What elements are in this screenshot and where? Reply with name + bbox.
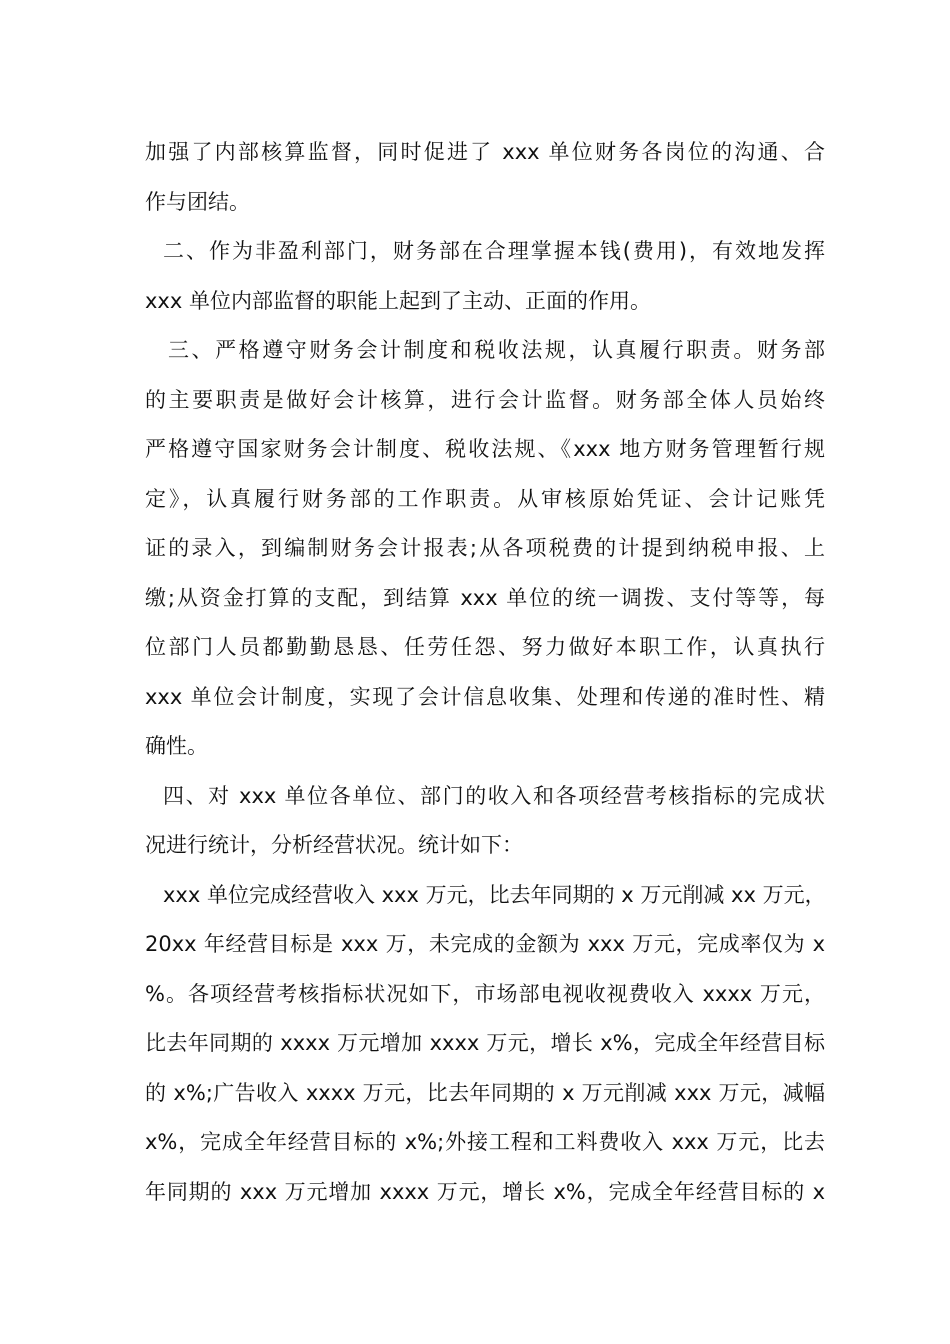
text-line-15: 况进行统计，分析经营状况。统计如下：: [145, 833, 523, 857]
text-line-3: 二、作为非盈利部门，财务部在合理掌握本钱(费用)，有效地发挥: [163, 239, 825, 263]
text-line-6: 的主要职责是做好会计核算，进行会计监督。财务部全体人员始终: [145, 388, 825, 412]
text-line-7: 严格遵守国家财务会计制度、税收法规、《xxx 地方财务管理暂行规: [145, 437, 825, 461]
text-line-14: 四、对 xxx 单位各单位、部门的收入和各项经营考核指标的完成状: [163, 784, 825, 808]
text-line-8: 定》，认真履行财务部的工作职责。从审核原始凭证、会计记账凭: [145, 487, 825, 511]
text-line-4: xxx 单位内部监督的职能上起到了主动、正面的作用。: [145, 289, 651, 313]
text-line-11: 位部门人员都勤勤恳恳、任劳任怨、努力做好本职工作，认真执行: [145, 635, 825, 659]
text-line-2: 作与团结。: [145, 190, 250, 214]
text-line-12: xxx 单位会计制度，实现了会计信息收集、处理和传递的准时性、精: [145, 685, 825, 709]
text-line-17: 20xx 年经营目标是 xxx 万，未完成的金额为 xxx 万元，完成率仅为 x: [145, 932, 825, 956]
text-line-20: 的 x%;广告收入 xxxx 万元，比去年同期的 x 万元削减 xxx 万元，减幅: [145, 1081, 825, 1105]
text-line-16: xxx 单位完成经营收入 xxx 万元，比去年同期的 x 万元削减 xx 万元，: [163, 883, 826, 907]
text-line-5: 三、严格遵守财务会计制度和税收法规，认真履行职责。财务部: [168, 338, 825, 362]
text-line-19: 比去年同期的 xxxx 万元增加 xxxx 万元，增长 x%，完成全年经营目标: [145, 1031, 825, 1055]
text-line-18: %。各项经营考核指标状况如下，市场部电视收视费收入 xxxx 万元，: [145, 982, 825, 1006]
text-line-22: 年同期的 xxx 万元增加 xxxx 万元，增长 x%，完成全年经营目标的 x: [145, 1180, 825, 1204]
text-line-10: 缴;从资金打算的支配，到结算 xxx 单位的统一调拨、支付等等，每: [145, 586, 825, 610]
text-line-21: x%，完成全年经营目标的 x%;外接工程和工料费收入 xxx 万元，比去: [145, 1130, 825, 1154]
text-line-1: 加强了内部核算监督，同时促进了 xxx 单位财务各岗位的沟通、合: [145, 140, 825, 164]
text-line-13: 确性。: [145, 734, 208, 758]
text-line-9: 证的录入，到编制财务会计报表;从各项税费的计提到纳税申报、上: [145, 536, 825, 560]
